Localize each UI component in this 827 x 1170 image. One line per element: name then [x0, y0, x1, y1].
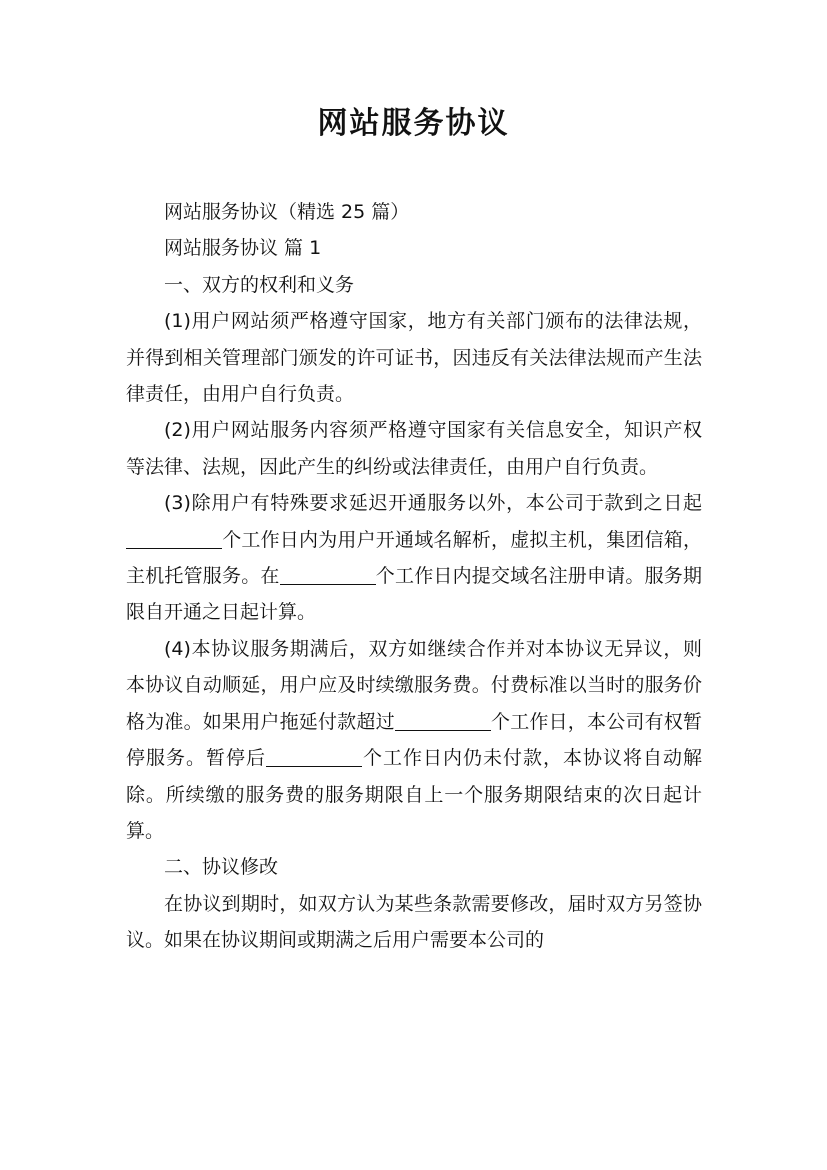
paragraph-clause-4 — [126, 631, 702, 849]
paragraph-section-heading: 网站服务协议 篇 1 — [164, 237, 322, 260]
paragraph-heading-rights-obligations: 一、双方的权利和义务 — [164, 273, 355, 296]
document-body — [126, 194, 702, 959]
paragraph-subtitle: 网站服务协议（精选 25 篇） — [164, 201, 410, 223]
blank-underline — [280, 565, 376, 585]
clause-3-text-part-3: 个工作日内提交域名注册申请。服务期限自开通之日起计算。 — [126, 565, 702, 624]
clause-3-text-part-1: (3)除用户有特殊要求延迟开通服务以外，本公司于款到之日起 — [164, 492, 702, 515]
paragraph-heading-agreement-amendment: 二、协议修改 — [164, 856, 279, 879]
clause-4-text-part-2: 个工作日，本公司有权暂停服务。暂停后 — [126, 710, 702, 770]
clause-4-text-part-3: 个工作日内仍未付款，本协议将自动解除。所续缴的服务费的服务期限自上一个服务期限结束的次日起计算。 — [126, 747, 702, 842]
paragraph-amendment-text: 在协议到期时，如双方认为某些条款需要修改，届时双方另签协议。如果在协议期间或期满之后用户需要本公司的 — [126, 892, 702, 952]
blank-underline — [126, 529, 222, 549]
clause-3-text-part-2: 个工作日内为用户开通域名解析，虚拟主机，集团信箱，主机托管服务。在 — [126, 528, 702, 588]
paragraph-clause-3 — [126, 485, 702, 631]
blank-underline — [266, 747, 362, 767]
blank-underline — [395, 711, 491, 731]
paragraph-clause-2: (2)用户网站服务内容须严格遵守国家有关信息安全，知识产权等法律、法规，因此产生的纠纷或法律责任，由用户自行负责。 — [126, 419, 702, 478]
document-title: 网站服务协议 — [317, 106, 510, 141]
clause-4-text-part-1: (4)本协议服务期满后，双方如继续合作并对本协议无异议，则本协议自动顺延，用户应及时续缴服务费。付费标准以当时的服务价格为准。如果用户拖延付款超过 — [126, 637, 702, 733]
paragraph-clause-1: (1)用户网站须严格遵守国家，地方有关部门颁布的法律法规，并得到相关管理部门颁发的许可证书，因违反有关法律法规而产生法律责任，由用户自行负责。 — [126, 310, 702, 406]
